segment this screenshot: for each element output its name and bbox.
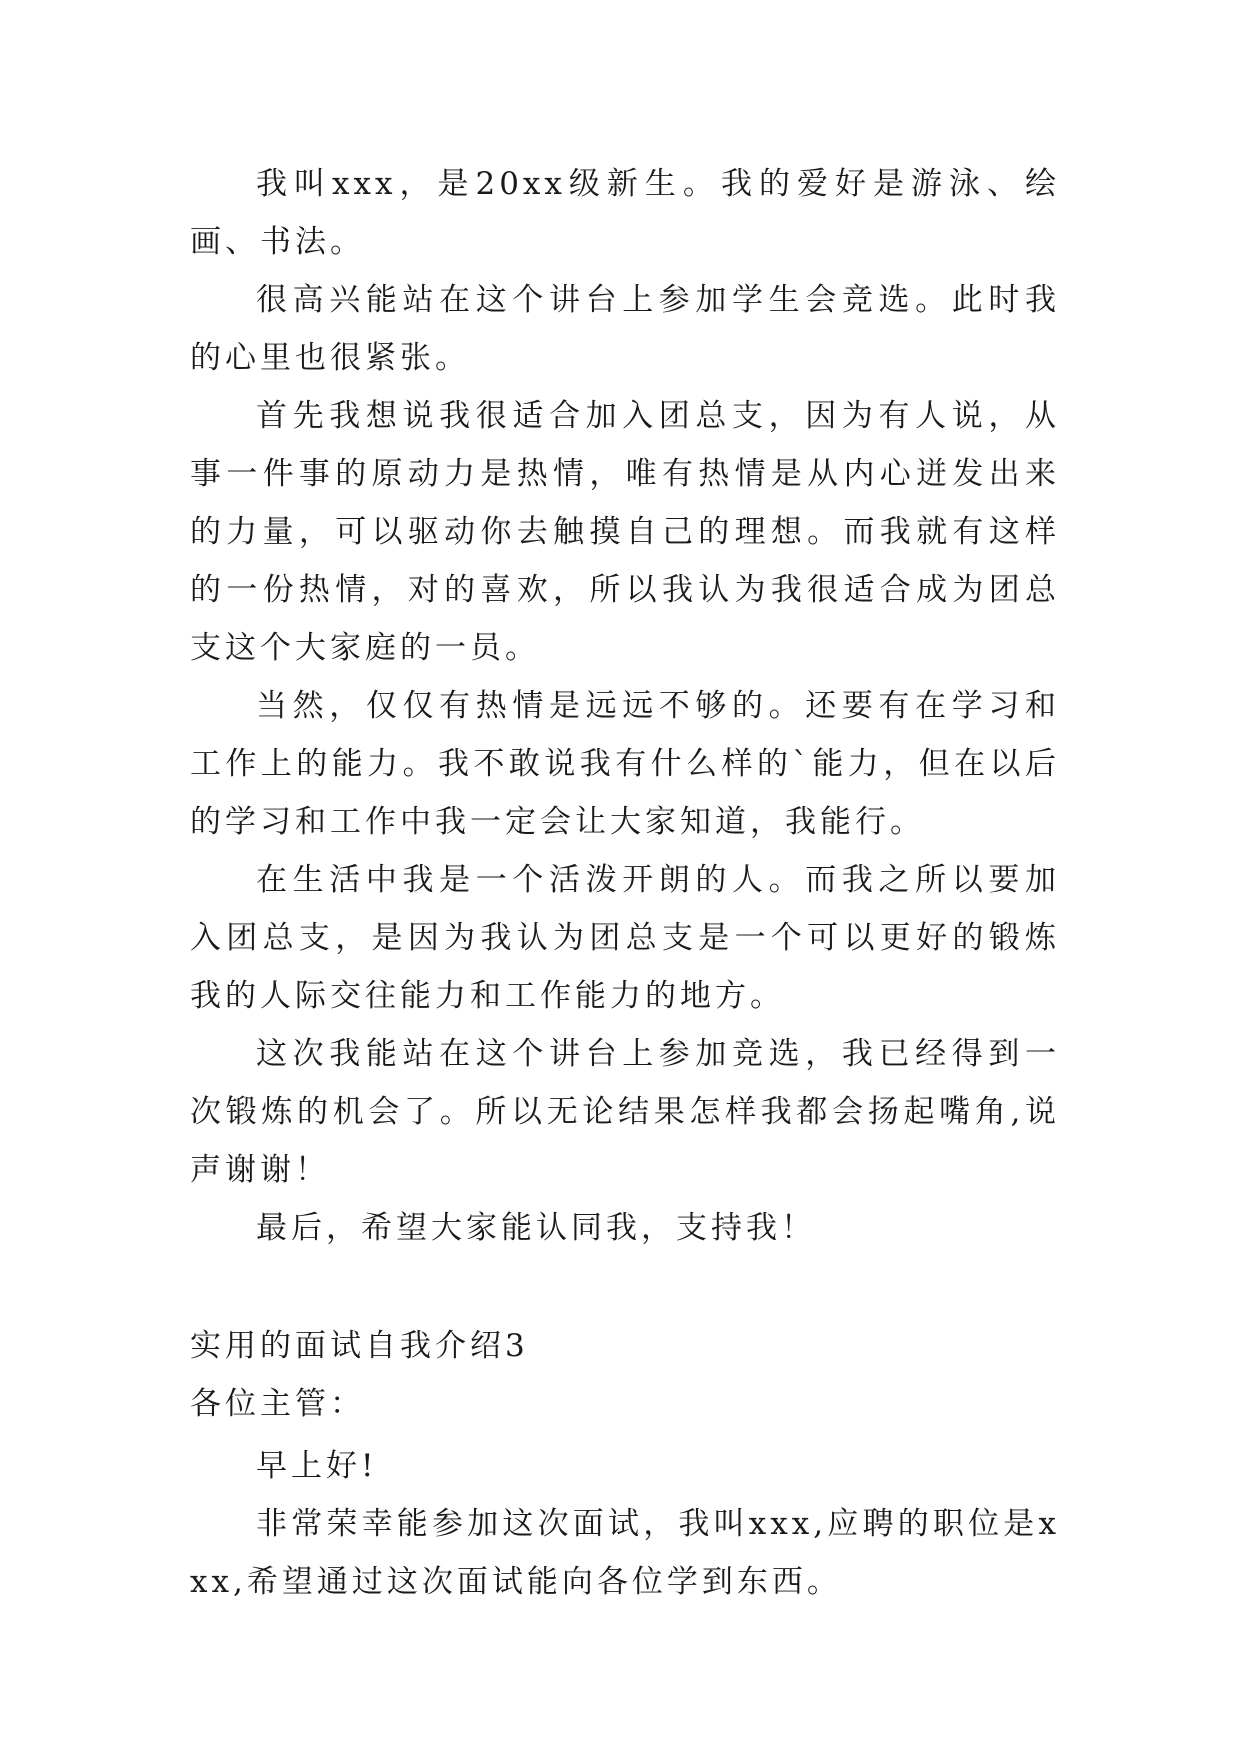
paragraph-thanks: 这次我能站在这个讲台上参加竞选，我已经得到一次锻炼的机会了。所以无论结果怎样我都会扬起嘴角,说声谢谢！: [190, 1036, 1060, 1188]
paragraph-happy: 很高兴能站在这个讲台上参加学生会竞选。此时我的心里也很紧张。: [190, 282, 1060, 376]
salutation: 各位主管：: [190, 1386, 365, 1422]
paragraph-greeting: 早上好!: [256, 1448, 378, 1484]
section-title: 实用的面试自我介绍3: [190, 1328, 529, 1364]
document-page: [190, 155, 1060, 1611]
paragraph-life: 在生活中我是一个活泼开朗的人。而我之所以要加入团总支，是因为我认为团总支是一个可以更好的锻炼我的人际交往能力和工作能力的地方。: [190, 862, 1060, 1014]
paragraph-passion: 首先我想说我很适合加入团总支，因为有人说，从事一件事的原动力是热情，唯有热情是从内心迸发出来的力量，可以驱动你去触摸自己的理想。而我就有这样的一份热情，对的喜欢，所以我认为我很适合成为团总支这个大家庭的一员。: [190, 398, 1060, 666]
paragraph-closing: 最后，希望大家能认同我，支持我！: [256, 1210, 816, 1246]
section-spacer: [190, 1257, 1060, 1317]
paragraph-ability: 当然，仅仅有热情是远远不够的。还要有在学习和工作上的能力。我不敢说我有什么样的`能力，但在以后的学习和工作中我一定会让大家知道，我能行。: [190, 688, 1060, 840]
paragraph-intro: 我叫xxx，是20xx级新生。我的爱好是游泳、绘画、书法。: [190, 166, 1060, 260]
paragraph-interview: 非常荣幸能参加这次面试，我叫xxx,应聘的职位是xxx,希望通过这次面试能向各位学到东西。: [190, 1506, 1060, 1600]
